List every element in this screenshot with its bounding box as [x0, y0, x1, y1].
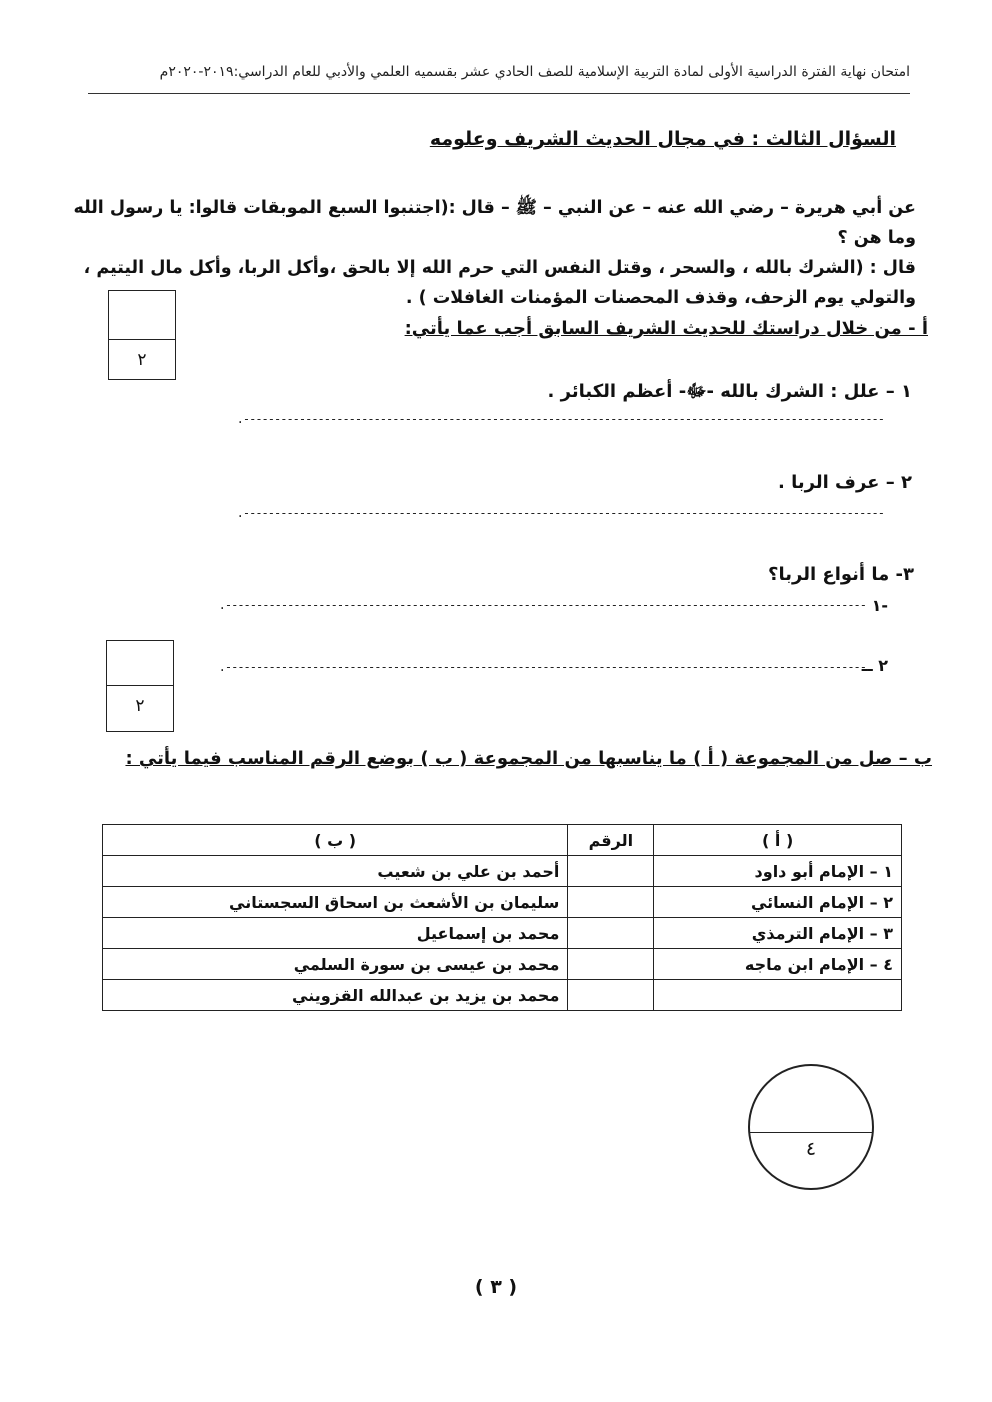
- score-value-a: ٢: [137, 350, 147, 370]
- section-b-title: ب – صل من المجموعة ( أ ) ما يناسبها من المجموعة ( ب ) بوضع الرقم المناسب فيما يأتي :: [125, 748, 932, 769]
- answer-line-3-1[interactable]: -------------------------------------------------------------------------------------------------------.: [218, 598, 866, 612]
- group-a-cell: [654, 980, 902, 1011]
- section-a-title: أ - من خلال دراستك للحديث الشريف السابق أجب عما يأتي:: [404, 318, 928, 339]
- group-a-cell: ٢ – الإمام النسائي: [654, 887, 902, 918]
- group-b-cell: محمد بن إسماعيل: [103, 918, 568, 949]
- hadith-text: [66, 193, 916, 313]
- number-cell[interactable]: [568, 887, 654, 918]
- number-cell[interactable]: [568, 980, 654, 1011]
- answer-label-2: ٢ ــ: [861, 656, 888, 675]
- number-cell[interactable]: [568, 918, 654, 949]
- exam-header: امتحان نهاية الفترة الدراسية الأولى لمادة التربية الإسلامية للصف الحادي عشر بقسميه العلمي والأدبي للعام الدراسي:٢٠١٩-٢٠٢٠م: [159, 64, 910, 80]
- number-cell[interactable]: [568, 949, 654, 980]
- table-row: [103, 856, 902, 887]
- table-header-row: [103, 825, 902, 856]
- table-row: [103, 980, 902, 1011]
- group-b-cell: محمد بن يزيد بن عبدالله القزويني: [103, 980, 568, 1011]
- question-title: السؤال الثالث : في مجال الحديث الشريف وعلومه: [429, 128, 896, 150]
- group-b-cell: محمد بن عيسى بن سورة السلمي: [103, 949, 568, 980]
- score-value-b: ٢: [135, 696, 145, 716]
- score-box-a: [108, 290, 176, 380]
- number-cell[interactable]: [568, 856, 654, 887]
- total-score-circle: [748, 1064, 874, 1190]
- answer-label-1: ١-: [871, 596, 888, 615]
- hadith-line: والتولي يوم الزحف، وقذف المحصنات المؤمنات الغافلات ) .: [405, 288, 916, 308]
- group-b-cell: سليمان بن الأشعث بن اسحاق السجستاني: [103, 887, 568, 918]
- group-a-cell: ٤ – الإمام ابن ماجه: [654, 949, 902, 980]
- question-1: ١ – علل : الشرك بالله -ﷻ- أعظم الكبائر .: [547, 381, 912, 402]
- table-row: [103, 949, 902, 980]
- question-2: ٢ – عرف الربا .: [778, 472, 912, 493]
- page-number: ( ٣ ): [474, 1276, 518, 1298]
- hadith-line: قال : (الشرك بالله ، والسحر ، وقتل النفس التي حرم الله إلا بالحق ،وأكل الربا، وأكل مال اليتيم ،: [83, 258, 916, 278]
- answer-line-2[interactable]: -------------------------------------------------------------------------------------------------------.: [236, 506, 884, 520]
- table-row: [103, 918, 902, 949]
- score-box-b: [106, 640, 174, 732]
- hadith-line: عن أبي هريرة – رضي الله عنه – عن النبي – ﷺ – قال :(اجتنبوا السبع الموبقات قالوا: يا رسول الله وما هن ؟: [73, 198, 916, 248]
- header-divider: [88, 93, 910, 94]
- table-row: [103, 887, 902, 918]
- header-number: الرقم: [568, 825, 654, 856]
- answer-line-3-2[interactable]: -------------------------------------------------------------------------------------------------------.: [218, 660, 866, 674]
- group-a-cell: ١ – الإمام أبو داود: [654, 856, 902, 887]
- group-b-cell: أحمد بن علي بن شعيب: [103, 856, 568, 887]
- group-a-cell: ٣ – الإمام الترمذي: [654, 918, 902, 949]
- header-group-b: ( ب ): [103, 825, 568, 856]
- question-3: ٣- ما أنواع الربا؟: [768, 564, 914, 585]
- matching-table: [102, 824, 902, 1011]
- answer-line-1[interactable]: -------------------------------------------------------------------------------------------------------.: [236, 412, 884, 426]
- header-group-a: ( أ ): [654, 825, 902, 856]
- total-score-value: ٤: [805, 1138, 817, 1160]
